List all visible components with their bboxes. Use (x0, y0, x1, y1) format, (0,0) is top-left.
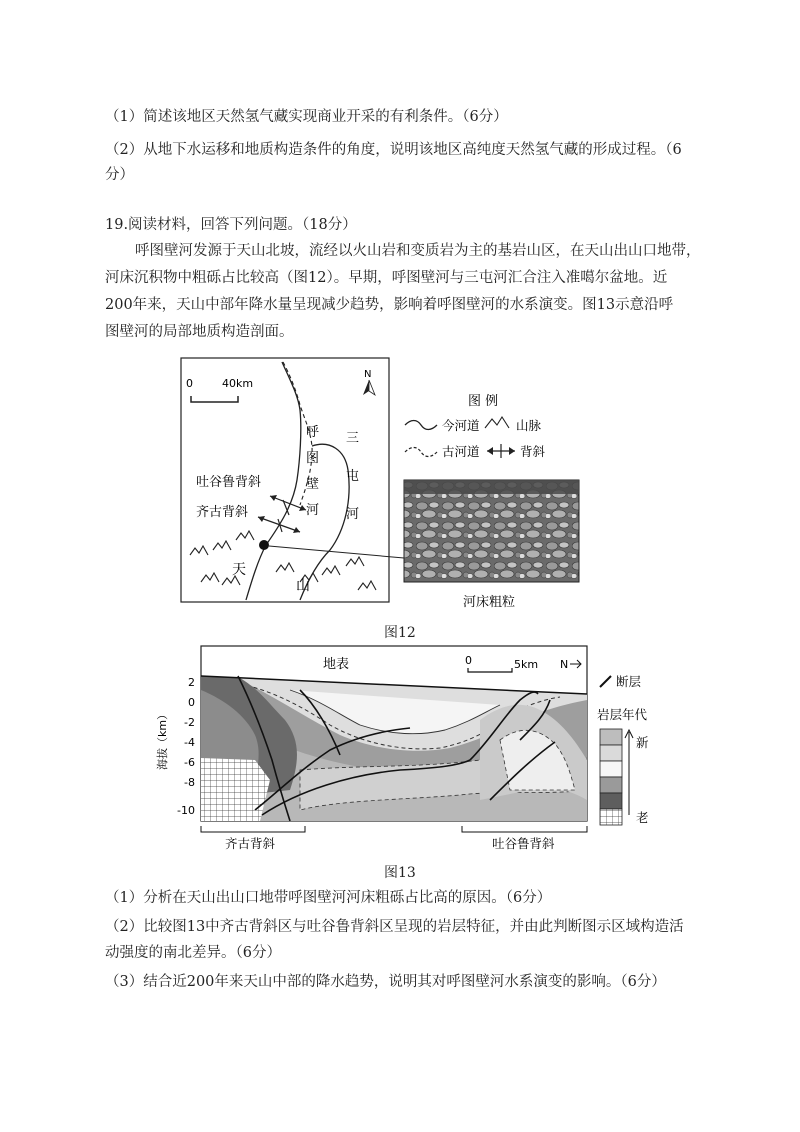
fig12-caption: 图12 (384, 625, 416, 641)
fig12-river1-c2: 图 (306, 451, 320, 466)
q19-sub2-line2: 动强度的南北差异。（6分） (105, 945, 281, 961)
fig12-legend-current-river: 今河道 (442, 418, 480, 433)
fig12-scale-distance: 40km (222, 377, 254, 390)
fig12-legend-title: 图 例 (468, 394, 499, 409)
svg-text:-8: -8 (184, 776, 195, 789)
fig13-surface-label: 地表 (323, 657, 350, 672)
fig13-old-label: 老 (636, 810, 649, 825)
fig13-strata (201, 676, 587, 821)
q19-sub1: （1）分析在天山出山口地带呼图壁河河床粗砾占比高的原因。（6分） (105, 890, 552, 906)
fig13-caption: 图13 (384, 865, 416, 881)
fig13-fault-label: 断层 (616, 674, 642, 689)
svg-text:-10: -10 (177, 804, 195, 817)
fig13-north-label: N (560, 658, 569, 671)
svg-text:0: 0 (188, 696, 195, 709)
q19-material-line1: 呼图壁河发源于天山北坡，流经以火山岩和变质岩为主的基岩山区，在天山出山口地带， (135, 243, 701, 259)
fig13-strata-age-label: 岩层年代 (597, 707, 648, 722)
fig13-strata-legend (600, 729, 622, 825)
fig12-legend-anticline: 背斜 (520, 444, 546, 459)
fig13-scale-zero: 0 (465, 654, 472, 667)
q19-sub2-line1: （2）比较图13中齐古背斜区与吐谷鲁背斜区呈现的岩层特征，并由此判断图示区域构造活 (105, 919, 684, 935)
fig13-scale-distance: 5km (514, 658, 539, 671)
q18-sub2-line2: 分） (105, 167, 134, 183)
fig12-north-label: N (364, 369, 372, 380)
fig13-bracket-right-label: 吐谷鲁背斜 (492, 836, 555, 851)
fig12-legend-mountain: 山脉 (516, 418, 542, 433)
fig12-mountain-c2: 山 (296, 578, 310, 594)
fig12-anticline1-label: 吐谷鲁背斜 (196, 475, 262, 490)
svg-text:2: 2 (188, 676, 195, 689)
svg-text:-2: -2 (184, 716, 195, 729)
fig13-new-label: 新 (636, 735, 649, 750)
fig13-y-ticks (177, 676, 195, 817)
fig13-bracket-left (201, 826, 305, 832)
fig12-mountain-c1: 天 (232, 562, 246, 578)
q19-title: 19.阅读材料，回答下列问题。（18分） (105, 217, 357, 233)
fig13-bracket-right (462, 826, 587, 832)
fig12-scale-zero: 0 (186, 377, 193, 390)
fig12-photo-caption: 河床粗粒 (463, 595, 516, 610)
q19-material-line4: 图壁河的局部地质构造剖面。 (105, 324, 294, 340)
fig12-river1-c4: 河 (306, 503, 320, 518)
fig12-river1-c1: 呼 (306, 425, 320, 440)
fig13-y-axis-label: 海拔（km） (156, 708, 169, 770)
fig12-river1-c3: 壁 (306, 477, 320, 492)
fig12-river2-c1: 三 (346, 431, 360, 446)
fig12-legend-old-river: 古河道 (442, 444, 480, 459)
q18-sub1: （1）简述该地区天然氢气藏实现商业开采的有利条件。（6分） (105, 109, 508, 125)
q19-material-line2: 河床沉积物中粗砾占比较高（图12）。早期，呼图壁河与三屯河汇合注入准噶尔盆地。近 (105, 270, 668, 286)
fig12-river2-c2: 屯 (346, 469, 360, 484)
svg-text:-6: -6 (184, 756, 195, 769)
fig12-river2-c3: 河 (346, 507, 360, 522)
svg-text:-4: -4 (184, 736, 195, 749)
q18-sub2-line1: （2）从地下水运移和地质构造条件的角度，说明该地区高纯度天然氢气藏的形成过程。（6 (105, 142, 682, 158)
fig12-anticline2-label: 齐古背斜 (196, 505, 249, 520)
q19-material-line3: 200年来，天山中部年降水量呈现减少趋势，影响着呼图壁河的水系演变。图13示意沿呼 (105, 297, 674, 313)
fig13-fault-legend-icon (600, 676, 611, 687)
q19-sub3: （3）结合近200年来天山中部的降水趋势，说明其对呼图壁河水系演变的影响。（6分） (105, 974, 666, 990)
fig13-bracket-left-label: 齐古背斜 (225, 836, 276, 851)
